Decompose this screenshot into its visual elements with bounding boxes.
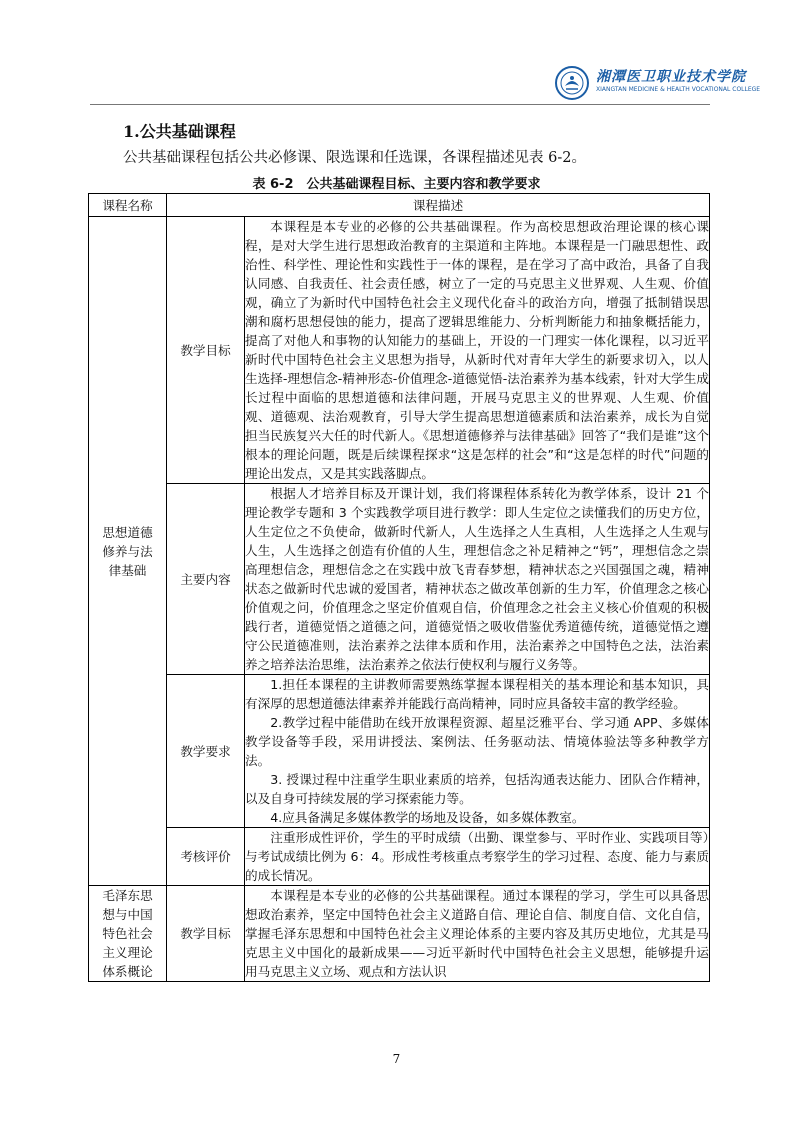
- table-row: [89, 484, 710, 675]
- header-course-name: 课程名称: [89, 194, 167, 217]
- course-name-line: 想与中国: [102, 907, 153, 922]
- course-name-line: 毛泽东思: [102, 888, 153, 903]
- category-cell: 教学目标: [167, 217, 245, 484]
- description-paragraph: 1.担任本课程的主讲教师需要熟练掌握本课程相关的基本理论和基本知识，具有深厚的思想道德法律素养并能践行高尚精神，同时应具备较丰富的教学经验。: [245, 677, 709, 711]
- description-cell: [245, 886, 710, 982]
- description-paragraph: 本课程是本专业的必修的公共基础课程。作为高校思想政治理论课的核心课程，是对大学生进行思想政治教育的主渠道和主阵地。本课程是一门融思想性、政治性、科学性、理论性和实践性于一体的课程，是在学习了高中政治，具备了自我认同感、自我责任、社会责任感，树立了一定的马克思主义世界观、人生观、价值观，确立了为新时代中国特色社会主义现代化奋斗的政治方向，增强了抵制错误思潮和腐朽思想侵蚀的能力，提高了逻辑思维能力、分析判断能力和抽象概括能力，提高了对他人和事物的认知能力的基础上，开设的一门理实一体化课程，以习近平新时代中国特色社会主义思想为指导，从新时代对青年大学生的新要求切入，以人生选择-理想信念-精神形态-价值理念-道德觉悟-法治素养为基本线索，针对大学生成长过程中面临的思想道德和法律问题，开展马克思主义的世界观、人生观、价值观、道德观、法治观教育，引导大学生提高思想道德素质和法治素养，成长为自觉担当民族复兴大任的时代新人。《思想道德修养与法律基础》回答了“我们是谁”这个根本的理论问题，既是后续课程探求“这是怎样的社会”和“这是怎样的时代”问题的理论出发点，又是其实践落脚点。: [245, 219, 709, 481]
- course-table: [88, 193, 710, 982]
- college-logo-icon: [555, 66, 589, 100]
- description-cell: [245, 675, 710, 828]
- course-name-line: 律基础: [108, 562, 147, 578]
- description-paragraph: 3. 授课过程中注重学生职业素质的培养，包括沟通表达能力、团队合作精神，以及自身可持续发展的学习探索能力等。: [245, 772, 709, 806]
- intro-paragraph: 公共基础课程包括公共必修课、限选课和任选课，各课程描述见表 6-2。: [123, 150, 586, 166]
- category-cell: 主要内容: [167, 484, 245, 675]
- description-paragraph: 根据人才培养目标及开课计划，我们将课程体系转化为教学体系，设计 21 个理论教学专题和 3 个实践教学项目进行教学：即人生定位之读懂我们的历史方位，人生定位之不负使命，做新时代新人，人生选择之人生真相，人生选择之人生观与人生，人生选择之创造有价值的人生，理想信念之补足精神之“钙”，理想信念之崇高理想信念，理想信念之在实践中放飞青春梦想，精神状态之兴国强国之魂，精神状态之做新时代忠诚的爱国者，精神状态之做改革创新的生力军，价值理念之核心价值观之问，价值理念之坚定价值观自信，价值理念之社会主义核心价值观的积极践行者，道德觉悟之道德之问，道德觉悟之吸收借鉴优秀道德传统，道德觉悟之遵守公民道德准则，法治素养之法律本质和作用，法治素养之中国特色之法，法治素养之培养法治思维，法治素养之依法行使权利与履行义务等。: [245, 486, 709, 672]
- course-name-line: 主义理论: [102, 945, 153, 960]
- category-cell: 考核评价: [167, 828, 245, 886]
- description-paragraph: 注重形成性评价，学生的平时成绩（出勤、课堂参与、平时作业、实践项目等）与考试成绩比例为 6：4。形成性考核重点考察学生的学习过程、态度、能力与素质的成长情况。: [245, 830, 709, 883]
- table-header-row: [89, 194, 710, 217]
- table-row: [89, 886, 710, 982]
- description-paragraph: 4.应具备满足多媒体教学的场地及设备，如多媒体教室。: [270, 810, 585, 825]
- table-row: [89, 828, 710, 886]
- school-name-en: XIANGTAN MEDICINE & HEALTH VOCATIONAL COLLEGE: [596, 86, 761, 93]
- course-name-line: 特色社会: [102, 926, 153, 941]
- course-name-line: 体系概论: [102, 964, 153, 979]
- course-name-line: 思想道德: [102, 524, 153, 540]
- description-paragraph: 2.教学过程中能借助在线开放课程资源、超星泛雅平台、学习通 APP、多媒体教学设备等手段，采用讲授法、案例法、任务驱动法、情境体验法等多种教学方法。: [245, 715, 709, 768]
- category-cell: 教学要求: [167, 675, 245, 828]
- section-title: 1.公共基础课程: [123, 122, 236, 141]
- course-name-cell: [89, 886, 167, 982]
- page-header: [0, 0, 793, 112]
- table-row: [89, 675, 710, 828]
- school-name-cn: 湘潭医卫职业技术学院: [596, 69, 746, 85]
- header-course-description: 课程描述: [167, 194, 710, 217]
- course-name-cell: [89, 217, 167, 886]
- description-cell: [245, 484, 710, 675]
- table-title: 表 6-2 公共基础课程目标、主要内容和教学要求: [252, 177, 541, 192]
- course-name-line: 修养与法: [102, 543, 153, 559]
- page-number: 7: [392, 1052, 401, 1066]
- description-cell: [245, 828, 710, 886]
- table-row: [89, 217, 710, 484]
- description-paragraph: 本课程是本专业的必修的公共基础课程。通过本课程的学习，学生可以具备思想政治素养，坚定中国特色社会主义道路自信、理论自信、制度自信、文化自信，掌握毛泽东思想和中国特色社会主义理论体系的主要内容及其历史地位，尤其是马克思主义中国化的最新成果——习近平新时代中国特色社会主义思想，能够提升运用马克思主义立场、观点和方法认识: [245, 888, 709, 979]
- description-cell: [245, 217, 710, 484]
- category-cell: 教学目标: [167, 886, 245, 982]
- header-divider: [90, 104, 710, 105]
